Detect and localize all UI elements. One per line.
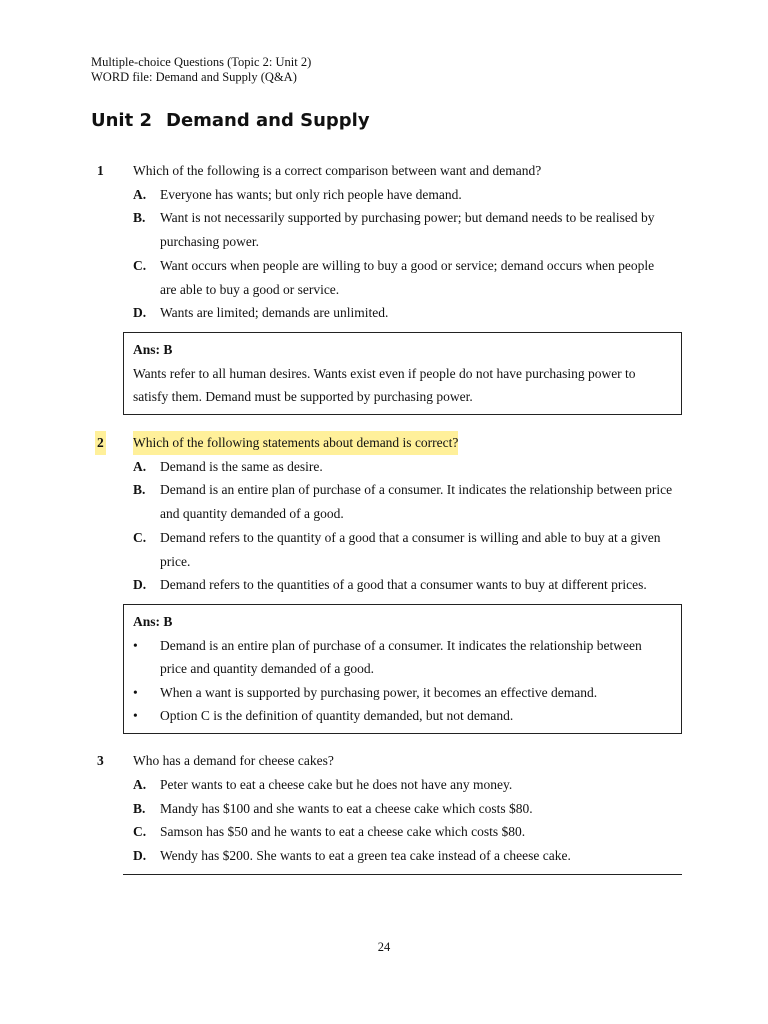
option-b [133,797,673,821]
option-letter: B. [133,801,146,816]
option-b [133,206,673,253]
answer-explanation: Wants refer to all human desires. Wants exist even if people do not have purchasing power to satisfy them. Demand must be supported by purchasing power. [133,365,636,405]
option-c [133,526,673,573]
option-letter: D. [133,848,147,863]
option-a [133,183,673,207]
answer-label: Ans: B [133,342,173,357]
answer-point [133,704,672,728]
question-number: 2 [95,431,106,455]
option-letter: A. [133,777,147,792]
option-text: Demand is the same as desire. [160,459,323,474]
option-d [133,844,673,868]
option-text: Wendy has $200. She wants to eat a green tea cake instead of a cheese cake. [160,848,571,863]
option-letter: D. [133,305,147,320]
answer-point-text: Option C is the definition of quantity demanded, but not demand. [160,708,514,724]
page-number: 24 [377,940,391,954]
option-c [133,820,673,844]
option-text: Demand refers to the quantities of a good that a consumer wants to buy at different prices. [160,577,647,592]
option-text: Demand is an entire plan of purchase of a consumer. It indicates the relationship between price and quantity demanded of a good. [160,482,673,521]
option-text: Want is not necessarily supported by purchasing power; but demand needs to be realised by purchasing power. [160,210,655,249]
option-text: Mandy has $100 and she wants to eat a cheese cake which costs $80. [160,801,533,816]
option-letter: C. [133,824,147,839]
answer-point [133,634,672,681]
option-text: Everyone has wants; but only rich people have demand. [160,187,462,202]
option-d [133,573,673,597]
answer-point-text: Demand is an entire plan of purchase of a consumer. It indicates the relationship between price and quantity demanded of a good. [160,637,642,677]
question-text: Which of the following statements about demand is correct? [133,431,458,455]
unit-number: Unit 2 [91,110,152,131]
option-letter: B. [133,482,146,497]
option-letter: C. [133,258,147,273]
question-number: 1 [97,163,104,178]
option-d [133,301,673,325]
answer-label: Ans: B [133,614,173,629]
option-letter: A. [133,459,147,474]
question-number: 3 [97,753,104,768]
option-text: Demand refers to the quantity of a good that a consumer is willing and able to buy at a given price. [160,530,661,569]
option-a [133,455,673,479]
answer-point-text: When a want is supported by purchasing power, it becomes an effective demand. [160,684,598,700]
option-text: Samson has $50 and he wants to eat a cheese cake which costs $80. [160,824,526,839]
option-b [133,478,673,525]
question-text: Which of the following is a correct comparison between want and demand? [133,163,542,178]
header-file-line: WORD file: Demand and Supply (Q&A) [91,70,297,84]
question-text: Who has a demand for cheese cakes? [133,753,334,768]
option-letter: B. [133,210,146,225]
option-letter: D. [133,577,147,592]
page-title [91,109,370,133]
header-topic-line: Multiple-choice Questions (Topic 2: Unit 2) [91,55,312,69]
section-end-divider [123,874,682,875]
bullet-marker: • [133,708,138,724]
option-text: Peter wants to eat a cheese cake but he does not have any money. [160,777,513,792]
option-a [133,773,673,797]
bullet-marker: • [133,637,138,653]
option-c [133,254,673,301]
bullet-marker: • [133,684,138,700]
option-letter: C. [133,530,147,545]
answer-box-2 [123,604,682,734]
option-text: Want occurs when people are willing to buy a good or service; demand occurs when people are able to buy a good or service. [160,258,655,297]
option-letter: A. [133,187,147,202]
option-text: Wants are limited; demands are unlimited. [160,305,389,320]
answer-box-1 [123,332,682,415]
unit-title-text: Demand and Supply [166,110,370,131]
answer-point [133,681,672,705]
